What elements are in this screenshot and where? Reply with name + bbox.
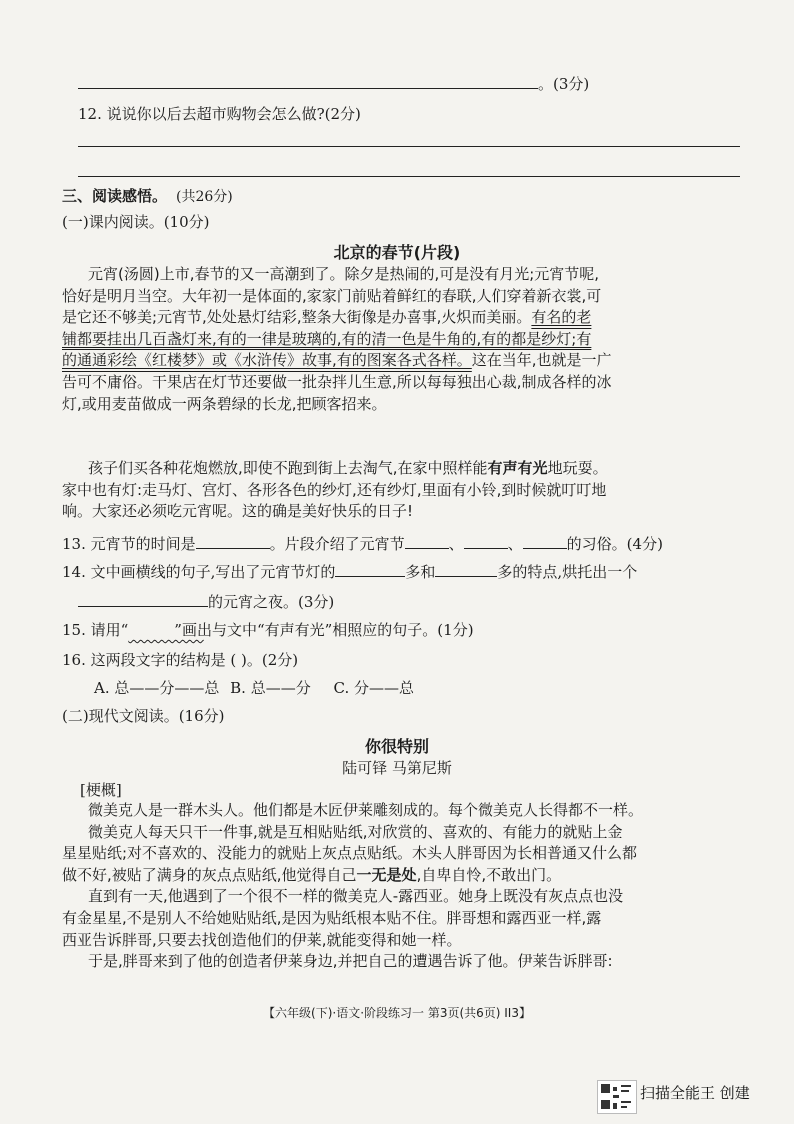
answer-line-12b [78, 176, 740, 177]
q16-option-a[interactable]: A. 总——分——总 [94, 679, 220, 697]
question-14: 14. 文中画横线的句子,写出了元宵节灯的 多和 多的特点,烘托出一个 [62, 563, 638, 581]
answer-line-11-suffix: 。(3分) [538, 75, 590, 93]
answer-line-11 [78, 88, 538, 89]
p1-line-6: 告可不庸俗。干果店在灯节还要做一批杂拌儿生意,所以每每独出心裁,制成各样的冰 [62, 372, 612, 391]
phrase-worthless: 一无是处 [356, 865, 417, 884]
p1-line-1: 元宵(汤圆)上市,春节的又一高潮到了。除夕是热闹的,可是没有月光;元宵节呢, [88, 265, 600, 283]
q13-blank-2[interactable] [405, 534, 449, 549]
phrase-with-sound-and-light: 有声有光 [487, 459, 548, 477]
q16-option-b[interactable]: B. 总——分 [230, 679, 311, 697]
p1-line-7: 灯,或用麦苗做成一两条碧绿的长龙,把顾客招来。 [62, 394, 387, 413]
p3-line-3: 星星贴纸;对不喜欢的、没能力的就贴上灰点点贴纸。木头人胖哥因为长相普通又什么都 [62, 844, 638, 863]
p1-line-5: 的通通彩绘《红楼梦》或《水浒传》故事,有的图案各式各样。这在当年,也就是一广 [62, 351, 612, 370]
p3-line-8: 于是,胖哥来到了他的创造者伊莱身边,并把自己的遭遇告诉了他。伊莱告诉胖哥: [88, 952, 613, 971]
summary-label: [梗概] [80, 781, 122, 799]
page-footer: 【六年级(下)·语文·阶段练习一 第3页(共6页) II3】 [263, 1006, 531, 1020]
section-3-title: 三、阅读感悟。 [62, 187, 168, 205]
p1-line-2: 恰好是明月当空。大年初一是体面的,家家门前贴着鲜红的春联,人们穿着新衣裳,可 [62, 286, 602, 305]
q13-blank-1[interactable] [196, 534, 270, 549]
question-14-line-2: 的元宵之夜。(3分) [78, 592, 334, 612]
question-15: 15. 请用“ ”画出与文中“有声有光”相照应的句子。(1分) [62, 621, 474, 639]
q14-blank-2[interactable] [435, 562, 497, 577]
passage-1-title: 北京的春节(片段) [333, 243, 461, 262]
p1-line-3: 是它还不够美;元宵节,处处悬灯结彩,整条大街像是办喜事,火炽而美丽。有名的老 [62, 308, 592, 327]
p2-line-3: 响。大家还必须吃元宵呢。这的确是美好快乐的日子! [62, 502, 414, 521]
passage-1-paragraph-1 [62, 264, 742, 415]
p3-line-4: 做不好,被贴了满身的灰点点贴纸,他觉得自己一无是处,自卑自怜,不敢出门。 [62, 865, 562, 884]
part-1-heading: (一)课内阅读。(10分) [62, 213, 210, 231]
passage-2-title: 你很特别 [364, 737, 429, 756]
scanner-logo-icon [597, 1080, 637, 1114]
p2-line-1: 孩子们买各种花炮燃放,即使不跑到街上去淘气,在家中照样能有声有光地玩耍。 [88, 459, 608, 477]
wavy-line-mark [128, 620, 174, 640]
passage-2-body [62, 800, 742, 973]
p3-line-1: 微美克人是一群木头人。他们都是木匠伊莱雕刻成的。每个微美克人长得都不一样。 [88, 801, 644, 819]
question-12: 12. 说说你以后去超市购物会怎么做?(2分) [78, 105, 361, 123]
question-16: 16. 这两段文字的结构是 ( )。(2分) [62, 651, 299, 669]
underlined-sentence-middle: 铺都要挂出几百盏灯来,有的一律是玻璃的,有的清一色是牛角的,有的都是纱灯;有 [62, 329, 592, 348]
q16-option-c[interactable]: C. 分——总 [333, 679, 414, 697]
p3-line-2: 微美克人每天只干一件事,就是互相贴贴纸,对欣赏的、喜欢的、有能力的就贴上金 [88, 822, 623, 841]
q14-blank-3[interactable] [78, 592, 208, 607]
passage-2-author: 陆可铎 马第尼斯 [342, 759, 452, 777]
question-16-options [94, 678, 414, 698]
scanner-watermark-text: 扫描全能王 创建 [640, 1084, 750, 1102]
underlined-sentence-end: 的通通彩绘《红楼梦》或《水浒传》故事,有的图案各式各样。 [62, 351, 472, 370]
q13-blank-3[interactable] [464, 534, 508, 549]
part-2-heading: (二)现代文阅读。(16分) [62, 707, 225, 725]
p3-line-7: 西亚告诉胖哥,只要去找创造他们的伊莱,就能变得和她一样。 [62, 930, 462, 949]
p3-line-5: 直到有一天,他遇到了一个很不一样的微美克人-露西亚。她身上既没有灰点点也没 [88, 887, 624, 906]
passage-1-paragraph-2 [62, 458, 742, 523]
q14-blank-1[interactable] [335, 562, 405, 577]
p3-line-6: 有金星星,不是别人不给她贴贴纸,是因为贴纸根本贴不住。胖哥想和露西亚一样,露 [62, 908, 602, 927]
q13-blank-4[interactable] [523, 534, 567, 549]
p2-line-2: 家中也有灯:走马灯、宫灯、各形各色的纱灯,还有纱灯,里面有小铃,到时候就叮叮地 [62, 480, 607, 499]
underlined-sentence-start: 有名的老 [531, 308, 592, 327]
question-13: 13. 元宵节的时间是 。片段介绍了元宵节 、 、 的习俗。(4分) [62, 535, 663, 553]
answer-line-12a [78, 146, 740, 147]
section-3-points: (共26分) [176, 189, 233, 205]
